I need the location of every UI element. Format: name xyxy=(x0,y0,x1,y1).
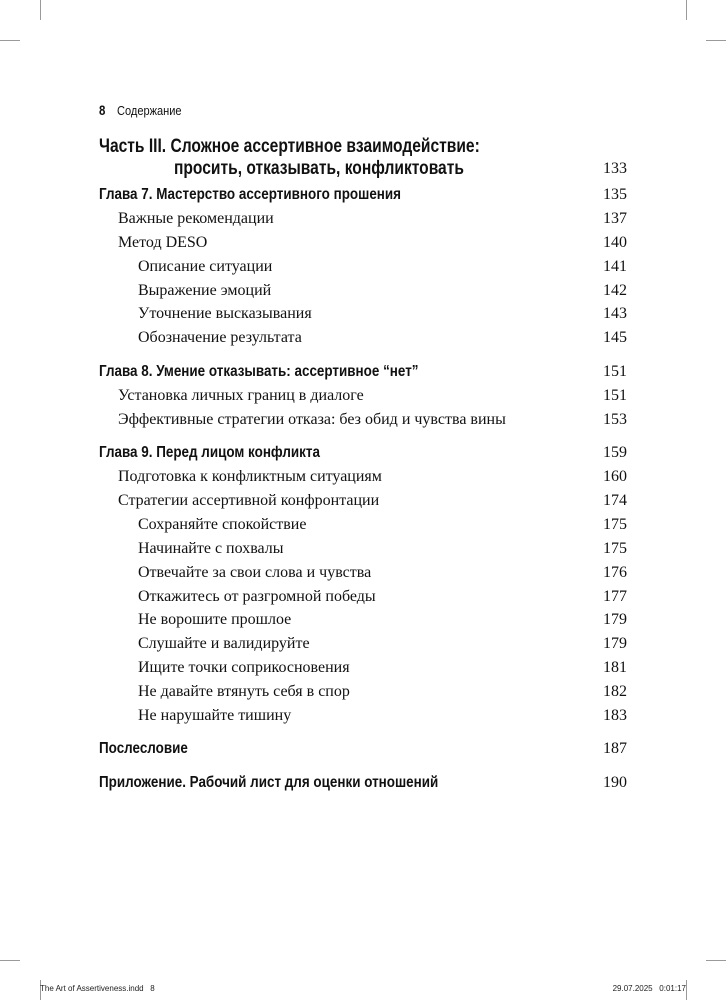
subsection-title: Не нарушайте тишину xyxy=(138,707,292,724)
toc-page-number: 179 xyxy=(603,635,627,652)
running-header xyxy=(99,102,193,118)
toc-chapter xyxy=(0,442,726,464)
section-title: Метод DESO xyxy=(118,234,208,251)
toc-subsection xyxy=(0,633,726,655)
section-title: Подготовка к конфликтным ситуациям xyxy=(118,468,382,485)
subsection-title: Уточнение высказывания xyxy=(138,305,312,322)
toc-page-number: 159 xyxy=(603,444,627,461)
toc-page-number: 135 xyxy=(603,186,627,203)
subsection-title: Обозначение результата xyxy=(138,329,302,346)
toc-page-number: 182 xyxy=(603,683,627,700)
crop-mark xyxy=(0,960,20,961)
chapter-title: Глава 8. Умение отказывать: ассертивное “нет” xyxy=(99,363,419,380)
toc-page-number: 179 xyxy=(603,611,627,628)
toc-section xyxy=(0,466,726,488)
afterword-title: Послесловие xyxy=(99,740,188,757)
toc-subsection xyxy=(0,681,726,703)
toc-subsection xyxy=(0,657,726,679)
toc-section xyxy=(0,490,726,512)
subsection-title: Выражение эмоций xyxy=(138,282,272,299)
toc-section xyxy=(0,409,726,431)
toc-subsection xyxy=(0,280,726,302)
toc-page-number: 137 xyxy=(603,210,627,227)
toc-subsection xyxy=(0,586,726,608)
subsection-title: Сохраняйте спокойствие xyxy=(138,516,307,533)
toc-page-number: 153 xyxy=(603,411,627,428)
toc-page-number: 174 xyxy=(603,492,627,509)
toc-section xyxy=(0,232,726,254)
toc-subsection xyxy=(0,538,726,560)
part-title-line1: Часть III. Сложное ассертивное взаимодействие: xyxy=(99,136,480,157)
crop-mark xyxy=(0,40,20,41)
toc-section xyxy=(0,385,726,407)
subsection-title: Начинайте с похвалы xyxy=(138,540,284,557)
toc-chapter-afterword xyxy=(0,738,726,760)
appendix-title: Приложение. Рабочий лист для оценки отношений xyxy=(99,774,439,791)
toc-page-number: 151 xyxy=(603,363,627,380)
chapter-title: Глава 9. Перед лицом конфликта xyxy=(99,444,320,461)
toc-page-number: 143 xyxy=(603,305,627,322)
toc-page-number: 133 xyxy=(603,160,627,177)
toc-page-number: 142 xyxy=(603,282,627,299)
subsection-title: Не ворошите прошлое xyxy=(138,611,292,628)
toc-subsection xyxy=(0,514,726,536)
crop-mark xyxy=(706,960,726,961)
section-title: Важные рекомендации xyxy=(118,210,274,227)
crop-mark xyxy=(40,0,41,20)
toc-subsection xyxy=(0,562,726,584)
toc-page-number: 175 xyxy=(603,516,627,533)
toc-page-number: 160 xyxy=(603,468,627,485)
slug-timestamp: 29.07.2025 0:01:17 xyxy=(612,984,686,993)
toc-page-number: 141 xyxy=(603,258,627,275)
section-title: Эффективные стратегии отказа: без обид и чувства вины xyxy=(118,411,506,428)
section-title: Стратегии ассертивной конфронтации xyxy=(118,492,380,509)
toc-page-number: 187 xyxy=(603,740,627,757)
subsection-title: Описание ситуации xyxy=(138,258,273,275)
toc-chapter xyxy=(0,184,726,206)
toc-page-number: 177 xyxy=(603,588,627,605)
toc-subsection xyxy=(0,609,726,631)
toc-page-number: 145 xyxy=(603,329,627,346)
running-title: Содержание xyxy=(117,103,182,118)
crop-mark xyxy=(686,0,687,20)
toc-subsection xyxy=(0,705,726,727)
toc-page-number: 190 xyxy=(603,774,627,791)
toc-chapter xyxy=(0,361,726,383)
toc-page-number: 151 xyxy=(603,387,627,404)
crop-mark xyxy=(686,980,687,1000)
subsection-title: Ищите точки соприкосновения xyxy=(138,659,350,676)
part-title-line2: просить, отказывать, конфликтовать xyxy=(174,158,464,179)
subsection-title: Откажитесь от разгромной победы xyxy=(138,588,376,605)
toc-chapter-appendix xyxy=(0,772,726,794)
subsection-title: Отвечайте за свои слова и чувства xyxy=(138,564,372,581)
subsection-title: Слушайте и валидируйте xyxy=(138,635,310,652)
toc-subsection xyxy=(0,303,726,325)
toc-subsection xyxy=(0,327,726,349)
toc-page-number: 183 xyxy=(603,707,627,724)
toc-section xyxy=(0,208,726,230)
toc-page-number: 175 xyxy=(603,540,627,557)
toc-subsection xyxy=(0,256,726,278)
toc-page-number: 176 xyxy=(603,564,627,581)
slug-filename: The Art of Assertiveness.indd 8 xyxy=(40,984,155,993)
toc-page-number: 181 xyxy=(603,659,627,676)
page-number: 8 xyxy=(99,102,106,118)
chapter-title: Глава 7. Мастерство ассертивного прошения xyxy=(99,186,402,203)
toc-page-number: 140 xyxy=(603,234,627,251)
subsection-title: Не давайте втянуть себя в спор xyxy=(138,683,350,700)
toc-part-heading xyxy=(0,136,726,158)
section-title: Установка личных границ в диалоге xyxy=(118,387,364,404)
toc-part-heading-cont xyxy=(0,158,726,180)
crop-mark xyxy=(706,40,726,41)
